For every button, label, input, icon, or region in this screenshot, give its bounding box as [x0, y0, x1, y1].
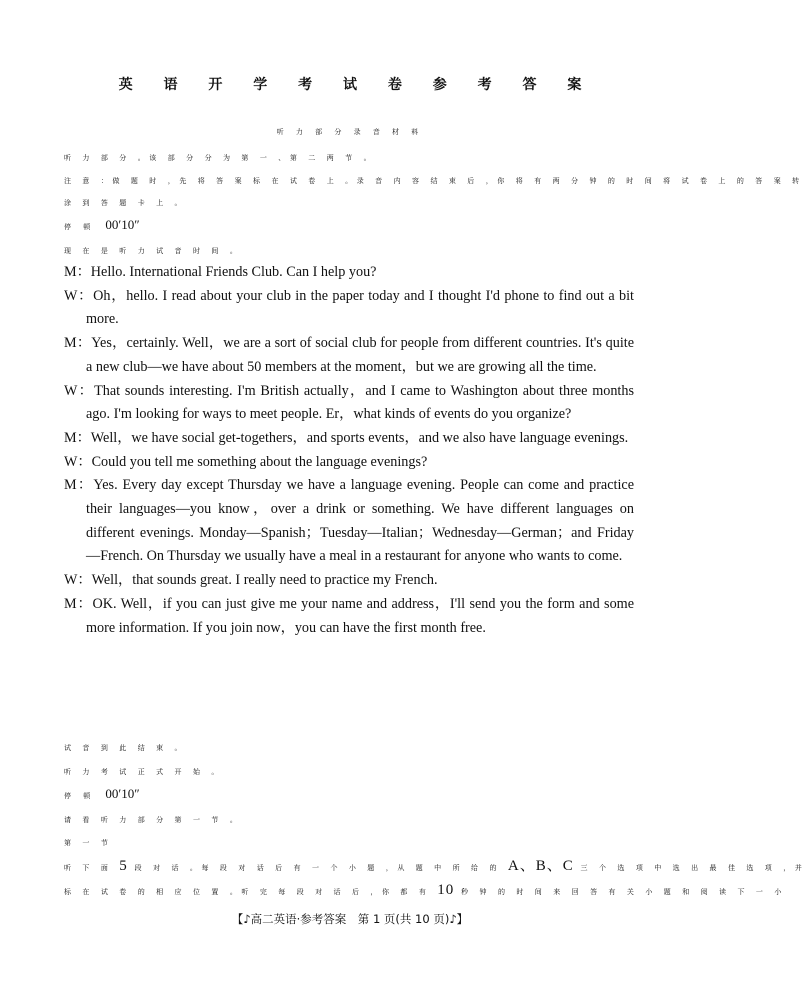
instruction-text: 标 在 试 卷 的 相 应 位 置 。听 完 每 段 对 话 后 ，你 都 有 — [64, 888, 438, 896]
intro-line-2: 注 意 ：做 题 时 ，先 将 答 案 标 在 试 卷 上 。录 音 内 容 结 束 后 ，你 将 有 两 分 钟 的 时 间 将 试 卷 上 的 答 案 转 — [64, 177, 804, 185]
pause-time: 00′10″ — [105, 217, 140, 232]
dialogue — [64, 261, 634, 640]
section-label: 第 一 节 — [64, 839, 113, 847]
page-footer: 【♪高二英语·参考答案 第 1 页(共 10 页)♪】 — [231, 912, 469, 926]
dialogue-line: W：Oh，hello. I read about your club in the paper today and I thought I'd phone to find out a bit more. — [64, 287, 634, 328]
instruction-text: 听 下 面 — [64, 864, 120, 872]
dialogue-line: M：Yes，certainly. Well，we are a sort of social club for people from different countries. It's quite a new club—we have about 50 members at the moment，but we are growing all the time. — [64, 335, 634, 375]
dialogue-line: M：OK. Well，if you can just give me your name and address，I'll send you the form and some more information. If you join now，you can have the first month free. — [64, 595, 634, 636]
start-note: 听 力 考 试 正 式 开 始 。 — [64, 768, 224, 776]
instruction-line-2 — [64, 883, 786, 899]
dialogue-line: W：That sounds interesting. I'm British actually，and I came to Washington about three months ago. I'm looking for ways to meet people. Er，what kinds of events do you organize? — [64, 382, 634, 423]
end-note: 试 音 到 此 结 束 。 — [64, 744, 187, 752]
dialogue-line: M：Well，we have social get-togethers，and sports events，and we also have language evenings. — [64, 429, 629, 446]
instruction-options: A、B、C — [507, 858, 574, 874]
page-title: 英 语 开 学 考 试 卷 参 考 答 案 — [118, 77, 595, 93]
instruction-text: 秒 钟 的 时 间 来 回 答 有 关 小 题 和 阅 读 下 一 小 — [454, 888, 786, 896]
section-subtitle: 听 力 部 分 录 音 材 料 — [276, 128, 424, 136]
practice-note: 现 在 是 听 力 试 音 时 间 。 — [64, 247, 242, 255]
intro-line-3: 涂 到 答 题 卡 上 。 — [64, 199, 187, 207]
dialogue-line: W：Well，that sounds great. I really need to practice my French. — [64, 572, 438, 589]
dialogue-line: M：Hello. International Friends Club. Can I help you? — [64, 264, 377, 280]
pause-label: 停 顿 — [64, 223, 96, 231]
pause-1 — [64, 217, 140, 233]
dialogue-line: W：Could you tell me something about the language evenings? — [64, 453, 428, 470]
pause-2 — [64, 786, 140, 802]
dialogue-line: M：Yes. Every day except Thursday we have a language evening. People can come and practice their languages—you know，over a drink or something. We have different languages on different evenings. Monday—Spanish；Tuesday—Italian；Wednesday—German；and Friday—French. On Thursday we usually have a meal in a restaurant for anyone who wants to come. — [64, 477, 634, 565]
instruction-number: 5 — [119, 858, 128, 874]
intro-line-1: 听 力 部 分 。该 部 分 分 为 第 一 、第 二 两 节 。 — [64, 154, 376, 162]
pause-label: 停 顿 — [64, 792, 96, 800]
section-note: 请 看 听 力 部 分 第 一 节 。 — [64, 816, 242, 824]
instruction-line-1 — [64, 859, 806, 875]
pause-time: 00′10″ — [105, 786, 140, 801]
instruction-number: 10 — [437, 882, 455, 898]
instruction-text: 三 个 选 项 中 选 出 最 佳 选 项 ，并 — [573, 864, 806, 872]
instruction-text: 段 对 话 。每 段 对 话 后 有 一 个 小 题 ，从 题 中 所 给 的 — [127, 864, 508, 872]
